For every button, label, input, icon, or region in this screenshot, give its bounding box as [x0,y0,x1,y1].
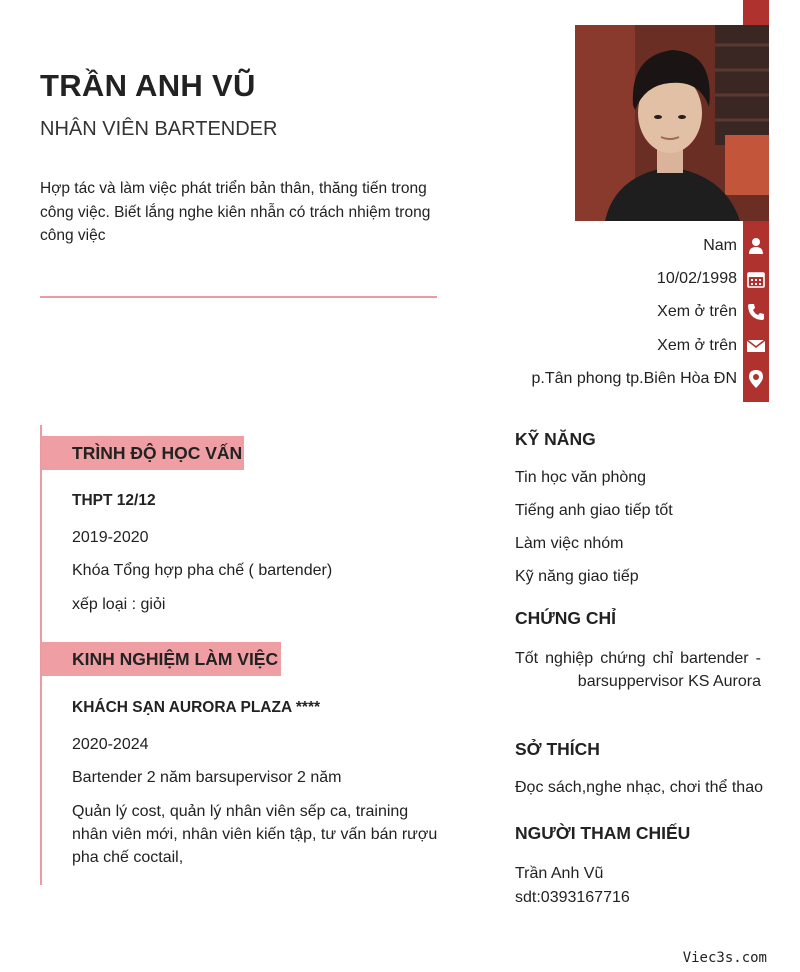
skills-heading: KỸ NĂNG [515,429,596,449]
reference-phone: sdt:0393167716 [515,889,630,906]
skill-item: Tiếng anh giao tiếp tốt [515,502,673,519]
skill-item: Tin học văn phòng [515,469,647,486]
candidate-name: TRẦN ANH VŨ [40,68,256,103]
references-heading: NGƯỜI THAM CHIẾU [515,823,691,843]
certificate-line-2: barsuppervisor KS Aurora [577,673,761,690]
contact-birthday: 10/02/1998 [656,270,737,287]
contact-email: Xem ở trên [657,337,737,354]
experience-description: Quản lý cost, quản lý nhân viên sếp ca, training nhân viên mới, nhân viên kiến tập, tư vấn bán rượu pha chế coctail, [72,803,438,866]
job-title: NHÂN VIÊN BARTENDER [40,118,278,140]
profile-photo [575,25,769,221]
experience-period: 2020-2024 [72,736,149,753]
education-course: Khóa Tổng hợp pha chế ( bartender) [72,562,333,579]
contact-address: p.Tân phong tp.Biên Hòa ĐN [531,370,737,387]
location-pin-icon [746,369,766,389]
experience-heading: KINH NGHIỆM LÀM VIỆC [42,642,281,676]
contact-phone: Xem ở trên [657,303,737,320]
skill-item: Kỹ năng giao tiếp [515,568,639,585]
calendar-icon [746,269,766,289]
certificate-text [515,647,761,693]
experience-role: Bartender 2 năm barsupervisor 2 năm [72,769,342,786]
hobbies-heading: SỞ THÍCH [515,739,600,759]
reference-block [515,862,630,910]
mail-icon [746,336,766,356]
contact-gender: Nam [703,237,737,254]
certificates-heading: CHỨNG CHỈ [515,608,617,628]
reference-name: Trần Anh Vũ [515,865,604,882]
education-heading: TRÌNH ĐỘ HỌC VẤN [42,436,244,470]
certificate-line-1: Tốt nghiệp chứng chỉ bartender - [515,650,761,667]
hobbies-text: Đọc sách,nghe nhạc, chơi thể thao [515,779,763,796]
education-school: THPT 12/12 [72,492,156,509]
education-period: 2019-2020 [72,529,149,546]
header-divider [40,296,437,298]
experience-company: KHÁCH SẠN AURORA PLAZA **** [72,699,321,716]
site-watermark: Viec3s.com [682,950,767,966]
education-grade: xếp loại : giỏi [72,596,166,613]
accent-bar [743,0,769,25]
skill-item: Làm việc nhóm [515,535,624,552]
career-summary: Hợp tác và làm việc phát triển bản thân, thăng tiến trong công việc. Biết lắng nghe kiên nhẫn có trách nhiệm trong công việc [40,180,431,244]
person-icon [746,236,766,256]
phone-icon [746,302,766,322]
